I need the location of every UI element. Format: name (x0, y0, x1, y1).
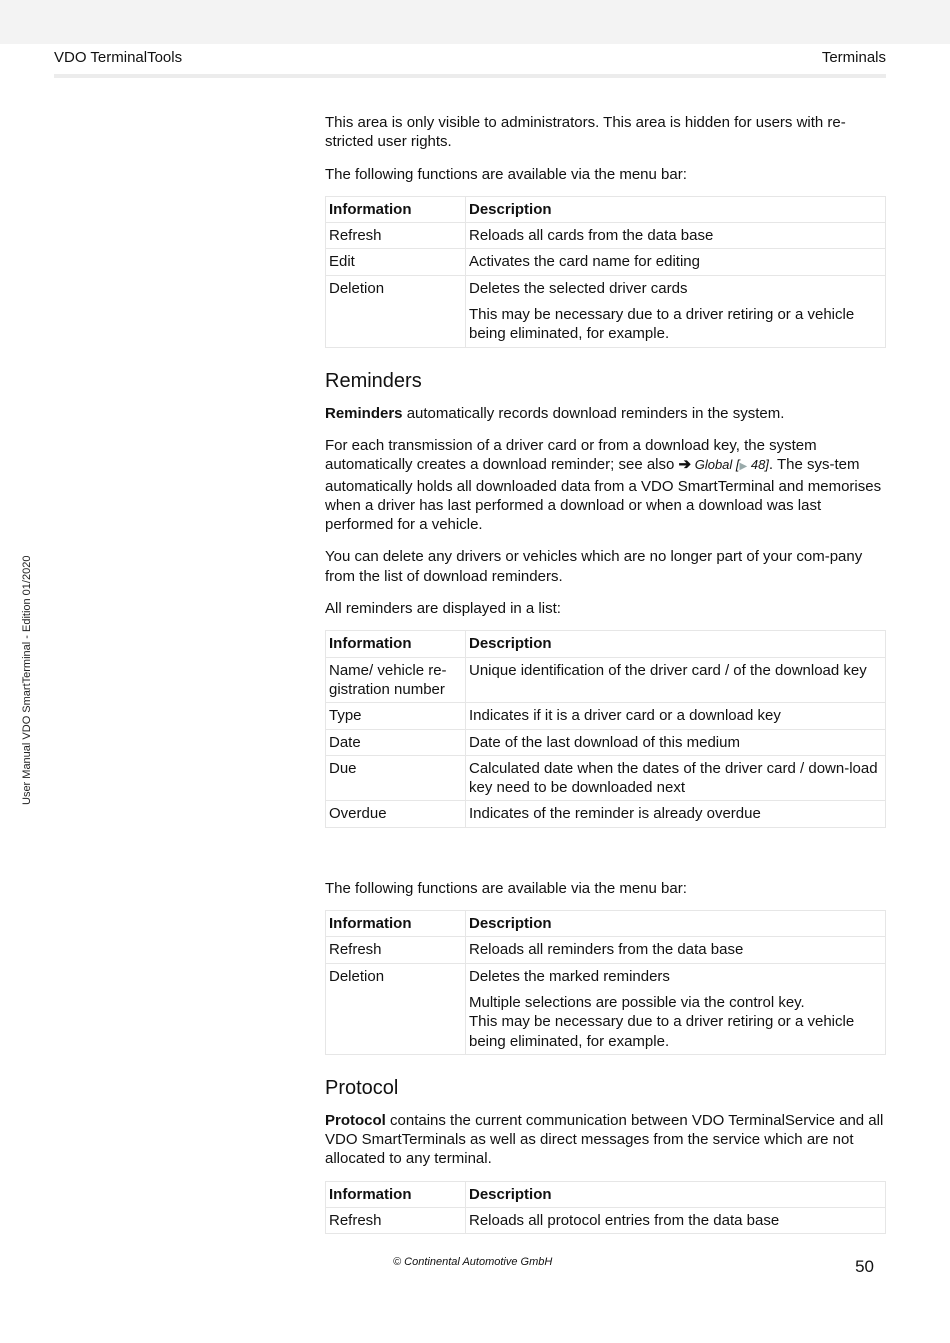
table-row (326, 963, 886, 1054)
cell-description (466, 963, 886, 1054)
protocol-bold-term: Protocol (325, 1111, 386, 1129)
intro-paragraph-2: The following functions are available via the menu bar: (325, 165, 687, 183)
protocol-paragraph-text: contains the current communication between VDO TerminalService and all VDO SmartTerminals as well as direct messages from the service which are not allocated to any terminal. (325, 1111, 884, 1168)
cell-description: Reloads all cards from the data base (466, 223, 886, 249)
table-menu-functions-reminders (325, 910, 886, 1055)
page-pointer-icon: ▶ (739, 461, 748, 473)
cell-information: Due (326, 755, 466, 801)
table-header-row (326, 631, 886, 657)
menu-bar-intro-paragraph: The following functions are available via the menu bar: (325, 879, 687, 897)
cell-description-note: Multiple selections are possible via the control key. (469, 993, 805, 1011)
cell-information: Overdue (326, 801, 466, 827)
column-header-information: Information (326, 1181, 466, 1207)
table-row (326, 703, 886, 729)
column-header-description: Description (466, 631, 886, 657)
table-menu-functions-cards (325, 196, 886, 348)
section-heading-protocol: Protocol (325, 1076, 399, 1099)
column-header-description: Description (466, 196, 886, 222)
column-header-description: Description (466, 911, 886, 937)
sidebar-edition-text: User Manual VDO SmartTerminal - Edition 01/2020 (21, 555, 33, 805)
cross-reference-arrow-icon: ➔ (678, 456, 692, 474)
table-row (326, 223, 886, 249)
reminders-paragraph-1 (325, 404, 886, 423)
cell-description: Calculated date when the dates of the driver card / down-load key need to be downloaded next (466, 755, 886, 801)
intro-paragraph-1: This area is only visible to administrators. This area is hidden for users with re-stricted user rights. (325, 114, 846, 151)
column-header-information: Information (326, 196, 466, 222)
table-row (326, 275, 886, 347)
table-row (326, 1207, 886, 1233)
cross-reference-link[interactable] (691, 457, 769, 472)
section-heading-reminders: Reminders (325, 369, 422, 392)
cell-description: Reloads all protocol entries from the data base (466, 1207, 886, 1233)
cross-reference-label: Global [ (691, 457, 740, 473)
cell-description-line: Deletes the selected driver cards (469, 279, 688, 297)
header-divider (54, 74, 886, 78)
cell-information: Date (326, 729, 466, 755)
cell-information: Name/ vehicle re-gistration number (326, 657, 466, 703)
cell-description (466, 275, 886, 347)
cross-reference-page: 48] (747, 457, 769, 473)
cell-description-line: Deletes the marked reminders (469, 967, 670, 985)
header-title: VDO TerminalTools (54, 49, 183, 66)
table-row (326, 729, 886, 755)
table-row (326, 755, 886, 801)
table-reminder-list-fields (325, 630, 886, 827)
cell-description: Reloads all reminders from the data base (466, 937, 886, 963)
cell-description: Date of the last download of this medium (466, 729, 886, 755)
cell-information: Type (326, 703, 466, 729)
table-row (326, 249, 886, 275)
table-menu-functions-protocol (325, 1181, 886, 1235)
cell-description: Activates the card name for editing (466, 249, 886, 275)
cell-description: Indicates if it is a driver card or a download key (466, 703, 886, 729)
cell-information: Refresh (326, 1207, 466, 1233)
protocol-paragraph (325, 1111, 886, 1169)
table-header-row (326, 911, 886, 937)
reminders-paragraph-4: All reminders are displayed in a list: (325, 600, 561, 618)
footer-copyright: © Continental Automotive GmbH (393, 1256, 553, 1268)
cell-information: Refresh (326, 223, 466, 249)
table-row (326, 937, 886, 963)
cell-description: Unique identification of the driver card / of the download key (466, 657, 886, 703)
table-header-row (326, 1181, 886, 1207)
column-header-information: Information (326, 911, 466, 937)
reminders-paragraph-1-text: automatically records download reminders in the system. (402, 404, 785, 422)
cell-description: Indicates of the reminder is already overdue (466, 801, 886, 827)
column-header-information: Information (326, 631, 466, 657)
column-header-description: Description (466, 1181, 886, 1207)
reminders-paragraph-2-text-a: For each transmission of a driver card or from a download key, the system automatically creates a download reminder; see also (325, 436, 817, 474)
cell-description-note: This may be necessary due to a driver retiring or a vehicle being eliminated, for example. (469, 306, 855, 343)
cell-information: Deletion (326, 275, 466, 347)
reminders-paragraph-2-text-b: . The sys-tem automatically holds all downloaded data from a VDO SmartTerminal and memorises when a driver has last performed a download or when a download was last performed for a vehicle. (325, 456, 882, 534)
reminders-paragraph-3: You can delete any drivers or vehicles which are no longer part of your com-pany from the list of download reminders. (325, 548, 863, 585)
main-content (325, 113, 886, 1234)
table-row (326, 801, 886, 827)
table-row (326, 657, 886, 703)
top-band (0, 0, 950, 44)
table-header-row (326, 196, 886, 222)
reminders-bold-term: Reminders (325, 404, 403, 422)
cell-information: Deletion (326, 963, 466, 1054)
reminders-paragraph-2 (325, 436, 886, 534)
cell-information: Refresh (326, 937, 466, 963)
header-section: Terminals (821, 49, 886, 66)
cell-information: Edit (326, 249, 466, 275)
page-number: 50 (855, 1257, 874, 1276)
cell-description-note: This may be necessary due to a driver retiring or a vehicle being eliminated, for example. (469, 1013, 855, 1050)
